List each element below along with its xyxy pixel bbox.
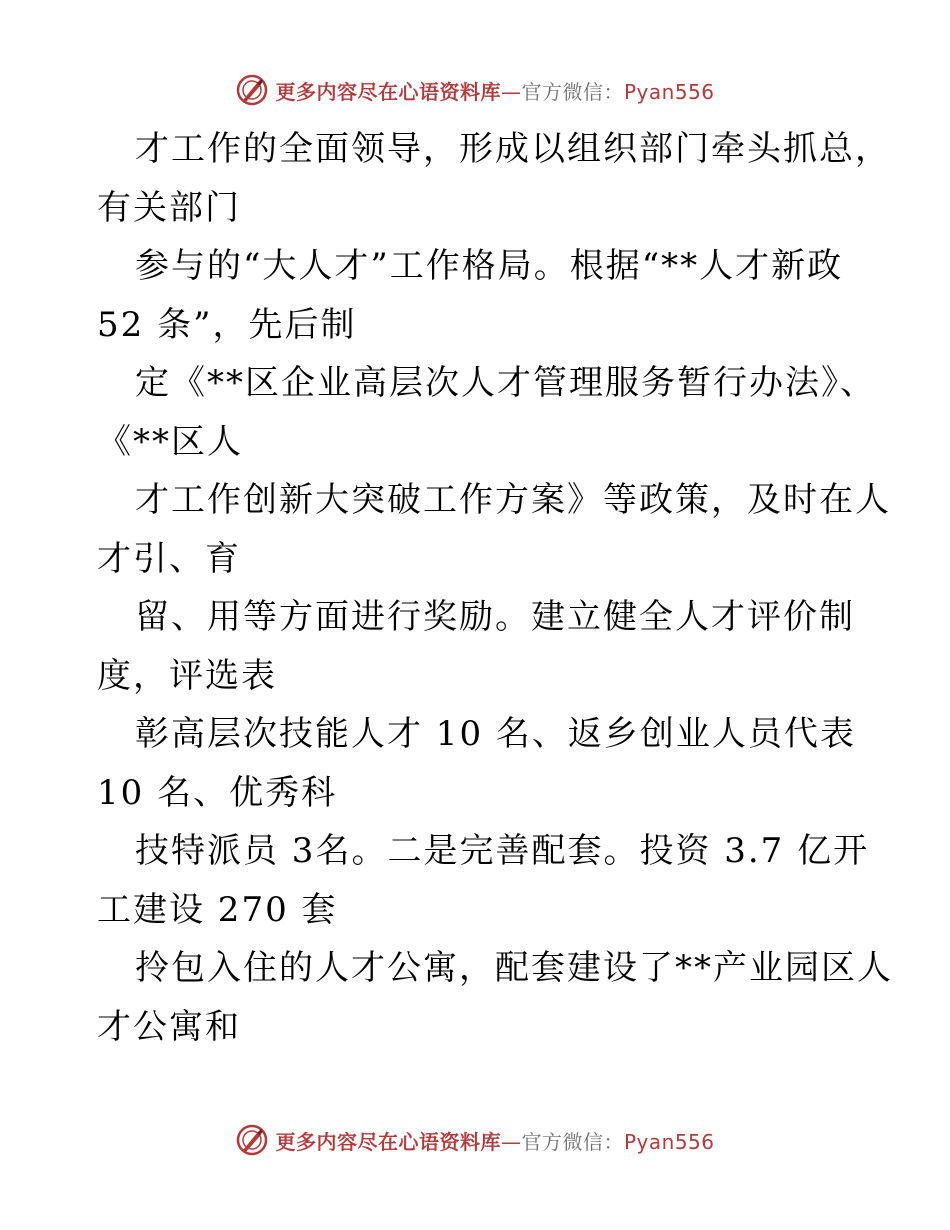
pen-logo-icon (235, 1123, 269, 1157)
footer-banner (0, 1120, 950, 1160)
banner-wechat-id: Pyan556 (623, 1129, 715, 1154)
body-line: 才公寓和 (97, 1006, 241, 1047)
banner-separator: — (500, 1129, 522, 1154)
body-line: 定《**区企业高层次人才管理服务暂行办法》、 (135, 363, 876, 403)
body-line: 拎包入住的人才公寓，配套建设了**产业园区人 (135, 948, 893, 988)
body-line: 彰高层次技能人才 10 名、返乡创业人员代表 (135, 714, 856, 754)
banner-brand: 更多内容尽在心语资料库 (275, 1129, 501, 1154)
body-line: 才工作的全面领导，形成以组织部门牵头抓总， (135, 129, 891, 169)
pen-logo-icon (235, 73, 269, 107)
body-line: 才引、育 (97, 538, 241, 579)
banner-brand: 更多内容尽在心语资料库 (275, 79, 501, 104)
header-banner (0, 70, 950, 110)
body-line: 52 条”，先后制 (97, 304, 357, 345)
body-line: 工建设 270 套 (97, 889, 338, 930)
banner-label: 官方微信： (521, 1129, 624, 1154)
banner-wechat-id: Pyan556 (623, 79, 715, 104)
banner-label: 官方微信： (521, 79, 624, 104)
banner-separator: — (500, 79, 522, 104)
body-line: 度，评选表 (97, 655, 277, 696)
body-line: 有关部门 (97, 187, 241, 228)
document-body (97, 120, 893, 1056)
body-line: 参与的“大人才”工作格局。根据“**人才新政 (135, 246, 844, 286)
body-line: 10 名、优秀科 (97, 772, 338, 813)
body-line: 《**区人 (97, 421, 243, 462)
body-line: 才工作创新大突破工作方案》等政策，及时在人 (135, 480, 891, 520)
body-line: 留、用等方面进行奖励。建立健全人才评价制 (135, 597, 855, 637)
body-line: 技特派员 3名。二是完善配套。投资 3.7 亿开 (135, 831, 870, 871)
